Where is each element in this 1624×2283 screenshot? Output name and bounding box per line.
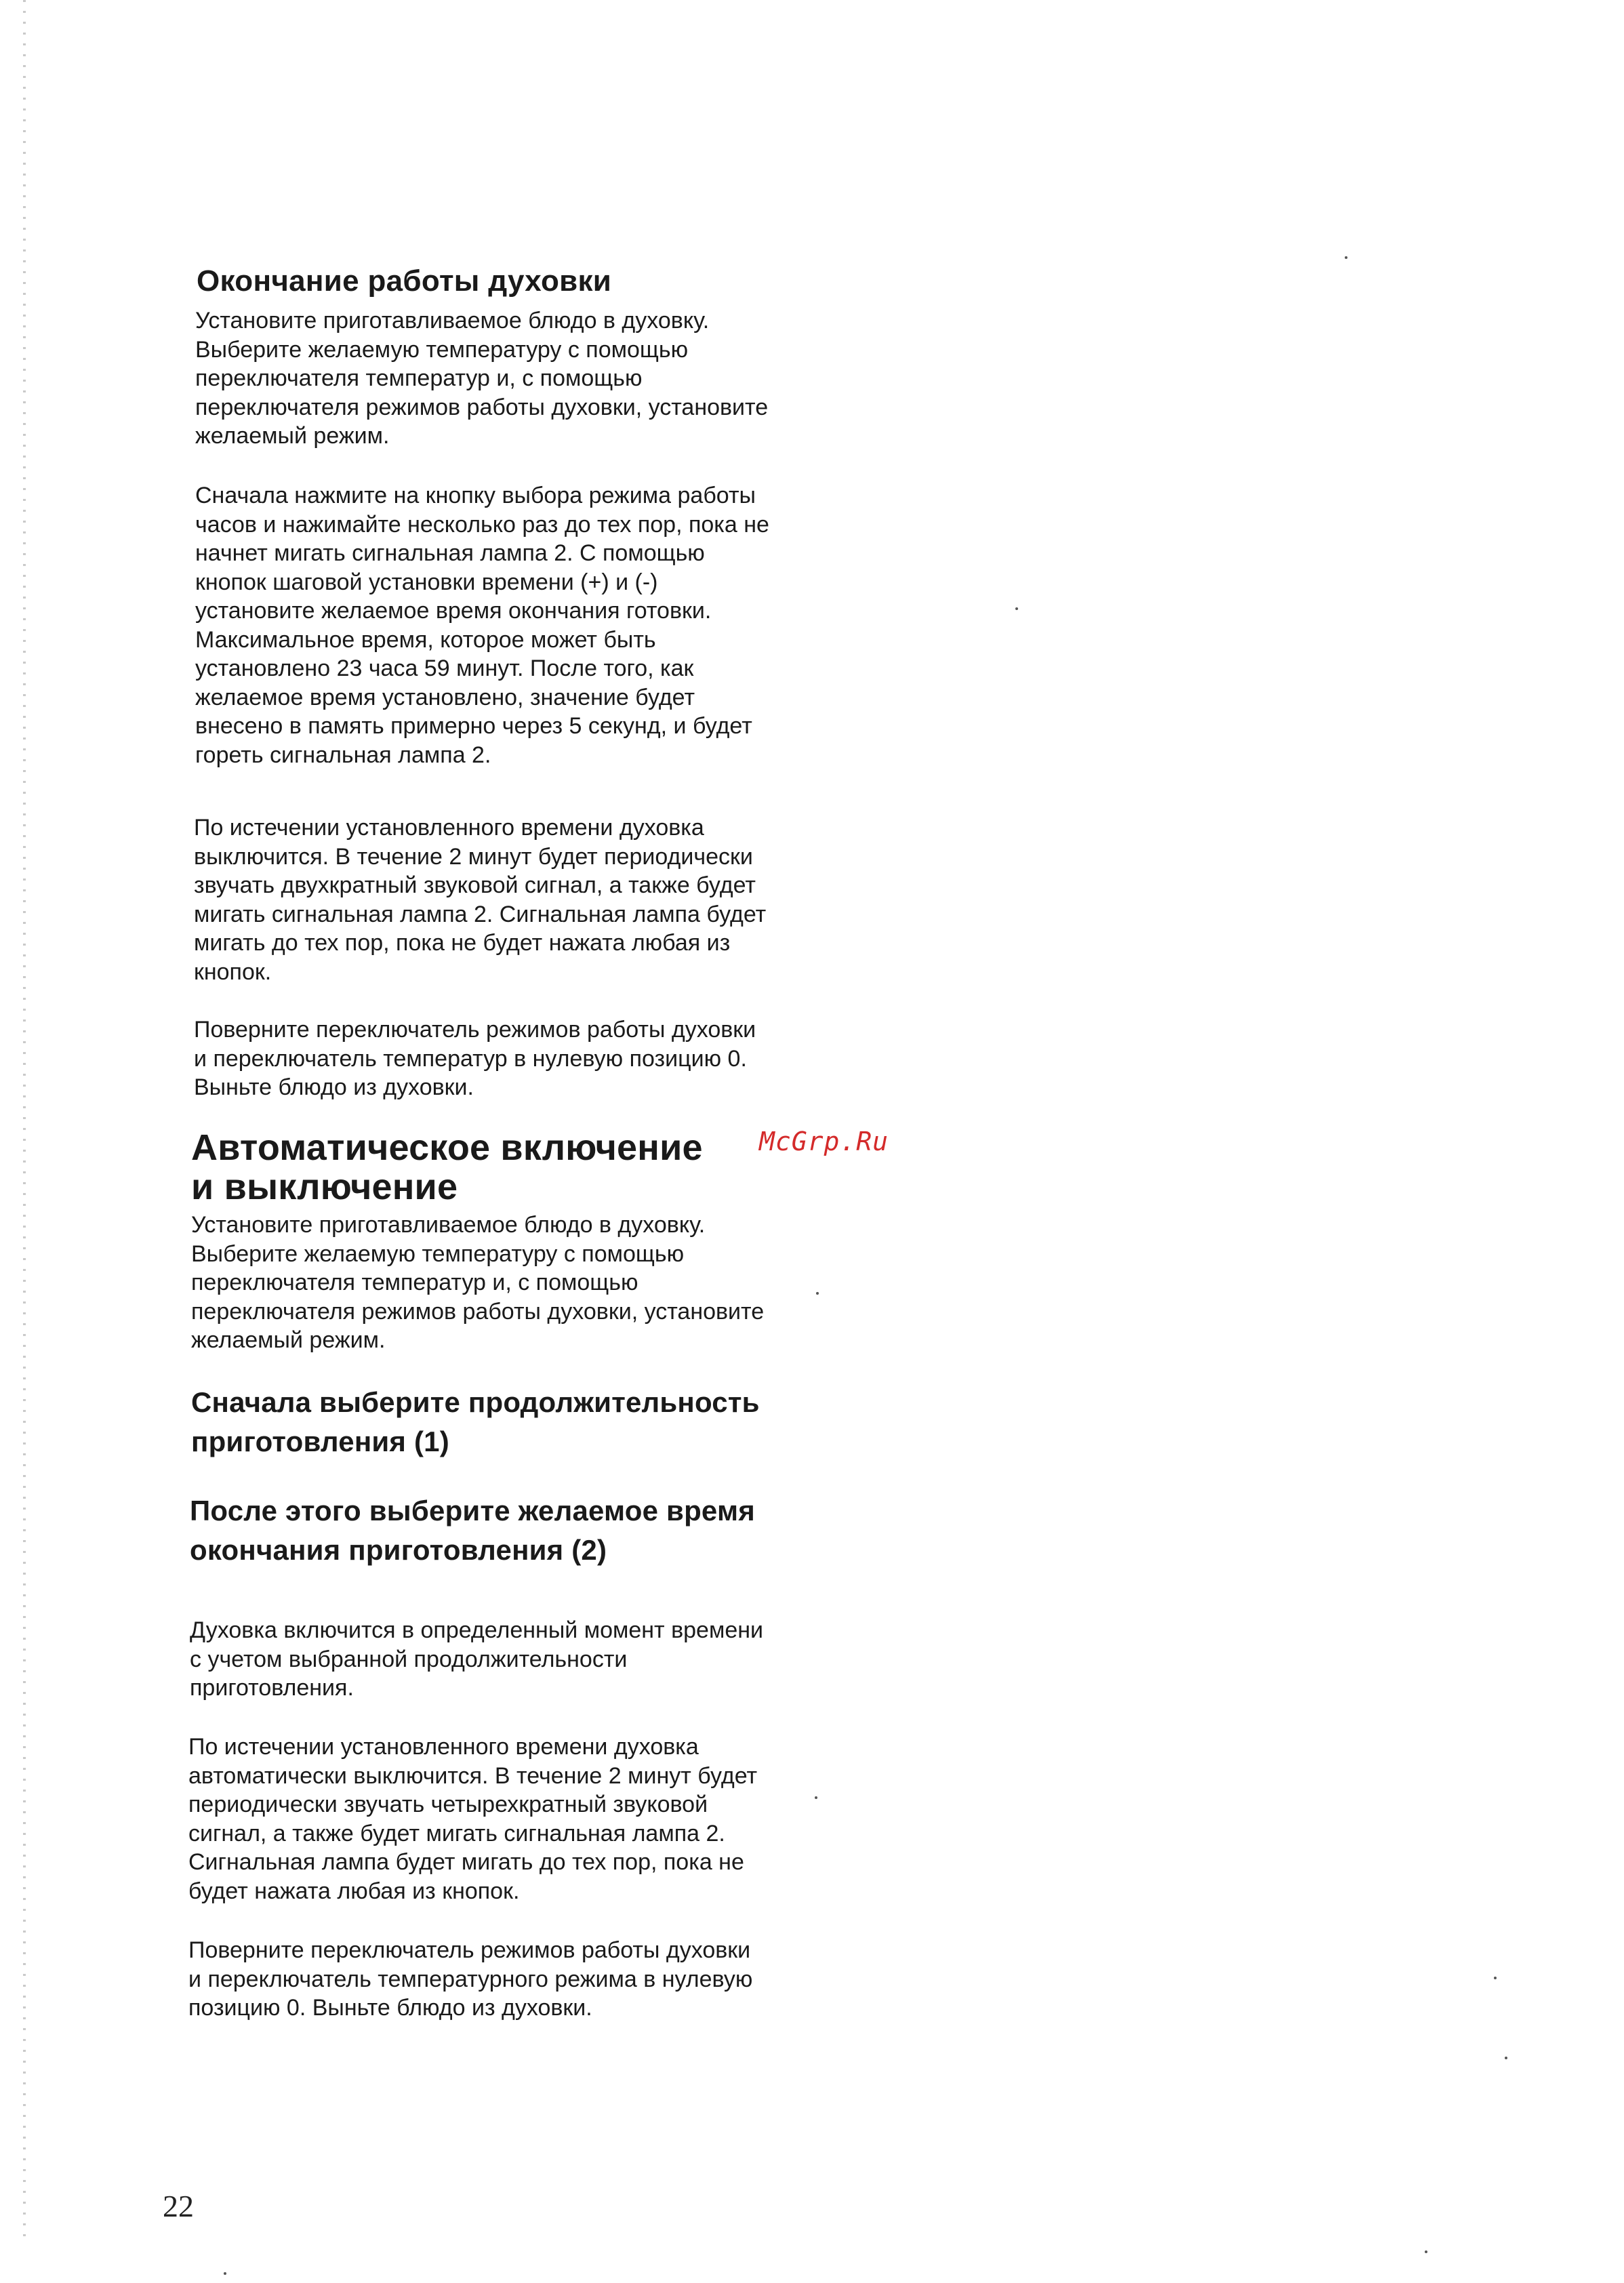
section-auto-on-off — [191, 1128, 1072, 1207]
paragraph: Духовка включится в определенный момент времени с учетом выбранной продолжительности приготовления. — [190, 1617, 763, 1701]
watermark-mcgrp: McGrp.Ru — [759, 1127, 889, 1156]
scan-speck — [1015, 607, 1018, 610]
scan-speck — [1494, 1977, 1497, 1979]
paragraph: По истечении установленного времени духовка выключится. В течение 2 минут будет периодически звучать двухкратный звуковой сигнал, а также будет мигать сигнальная лампа 2. Сигнальная лампа будет мигать до тех пор, пока не будет нажата любая из кнопок. — [194, 815, 767, 985]
section1-paragraph-2 — [195, 481, 1076, 769]
section2-paragraph-4 — [188, 1936, 1070, 2023]
page-number: 22 — [163, 2189, 194, 2223]
section1-paragraph-4 — [194, 1015, 1075, 1102]
section1-paragraph-3 — [194, 813, 1075, 986]
scan-speck — [815, 1796, 817, 1799]
paragraph: Установите приготавливаемое блюдо в духовку. Выберите желаемую температуру с помощью переключателя температур и, с помощью переключателя режимов работы духовки, установите желаемый режим. — [191, 1212, 765, 1353]
step-2-heading — [190, 1491, 1071, 1570]
section2-paragraph-2 — [190, 1616, 1071, 1703]
section-oven-end — [197, 266, 1078, 297]
section1-paragraph-1 — [195, 306, 1076, 451]
step-end-time-heading: После этого выберите желаемое время окончания приготовления (2) — [190, 1495, 755, 1566]
section2-paragraph-1 — [191, 1211, 1072, 1355]
paragraph: Поверните переключатель режимов работы духовки и переключатель температур в нулевую позицию 0. Выньте блюдо из духовки. — [194, 1017, 756, 1100]
section2-paragraph-3 — [188, 1733, 1070, 1905]
section-title-oven-end: Окончание работы духовки — [197, 264, 612, 298]
scan-speck — [1425, 2250, 1427, 2253]
step-duration-heading: Сначала выберите продолжительность приготовления (1) — [191, 1386, 760, 1457]
step-1-heading — [191, 1383, 1072, 1461]
paragraph: По истечении установленного времени духовка автоматически выключится. В течение 2 минут будет периодически звучать четырехкратный звуковой сигнал, а также будет мигать сигнальная лампа 2. Сигнальная лампа будет мигать до тех пор, пока не будет нажата любая из кнопок. — [188, 1734, 758, 1904]
scan-edge-artifact — [23, 0, 26, 2237]
paragraph: Установите приготавливаемое блюдо в духовку. Выберите желаемую температуру с помощью переключателя температур и, с помощью переключателя режимов работы духовки, установите желаемый режим. — [195, 308, 769, 449]
section-title-auto-on-off: Автоматическое включение и выключение — [191, 1127, 703, 1207]
scan-speck — [1505, 2057, 1507, 2059]
scan-speck — [1345, 256, 1347, 259]
paragraph: Поверните переключатель режимов работы духовки и переключатель температурного режима в нулевую позицию 0. Выньте блюдо из духовки. — [188, 1937, 753, 2021]
scan-speck — [224, 2272, 226, 2275]
paragraph: Сначала нажмите на кнопку выбора режима работы часов и нажимайте несколько раз до тех пор, пока не начнет мигать сигнальная лампа 2. С помощью кнопок шаговой установки времени (+) и (-) установите желаемое время окончания готовки. Максимальное время, которое может быть установлено 23 часа 59 минут. После того, как желаемое время установлено, значение будет внесено в память примерно через 5 секунд, и будет гореть сигнальная лампа 2. — [195, 483, 769, 768]
scan-speck — [816, 1292, 819, 1295]
